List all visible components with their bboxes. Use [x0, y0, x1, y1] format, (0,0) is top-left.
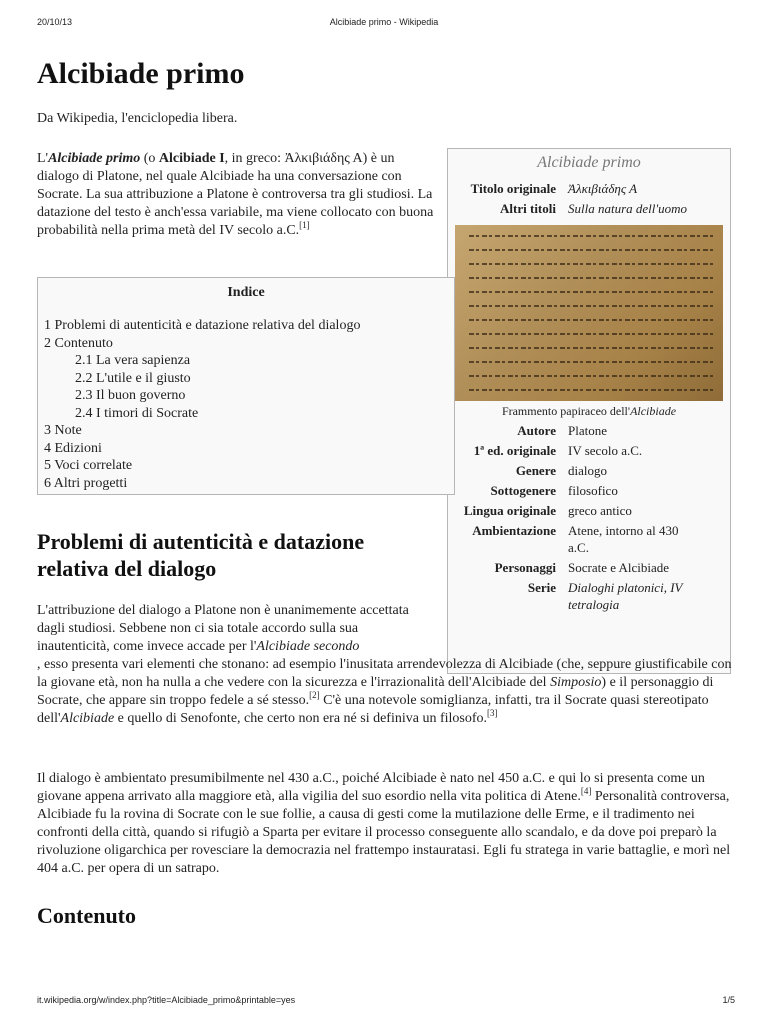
infobox-value[interactable]: greco antico — [568, 503, 632, 518]
paragraph-text: , esso presenta vari elementi che stonano: ad esempio l'inusitata arrendevolezza di Alcibiade (che, seppure giustificabile con la giovane età, non ha nulla a che vedere con la sicurezza e l'irrazionalità dell'Alcibiade del — [37, 657, 732, 690]
italic-link[interactable]: Alcibiade secondo — [256, 639, 360, 654]
infobox-row — [448, 482, 730, 499]
infobox-row — [448, 462, 730, 479]
papyrus-image[interactable] — [455, 225, 723, 401]
lead-title-bold: Alcibiade primo — [48, 151, 141, 166]
paragraph-text: C'è una notevole somiglianza, infatti, tra il Socrate quasi stereotipato dell' — [37, 693, 709, 726]
caption-text: Frammento papiraceo dell' — [501, 404, 631, 418]
infobox-label: Serie — [527, 580, 556, 595]
toc-item[interactable]: 3 Note — [44, 423, 82, 438]
infobox-label: Lingua originale — [463, 503, 556, 518]
infobox-row — [448, 559, 730, 576]
infobox-label: Titolo originale — [470, 181, 556, 196]
toc-item[interactable]: 2.3 Il buon governo — [75, 388, 186, 403]
infobox-value: IV secolo a.C. — [568, 443, 643, 458]
toc-item[interactable]: 4 Edizioni — [44, 440, 102, 456]
paragraph-text: Personalità controversa, Alcibiade fu la rovina di Socrate con le sue follie, a causa di gesti come la mutilazione delle Erme, e il tradimento nei confronti della città, quando si rifugiò a Sparta per evitare il processo conseguente allo scandalo, e da dove poi preparò la rivoluzione oligarchica per rovesciare la democrazia nel frattempo instauratasi. Egli fu stratega in varie battaglie, e morì nel 404 a.C. per opera di un satrapo. — [37, 789, 731, 876]
infobox-value: filosofico — [568, 483, 618, 498]
infobox-label: Genere — [515, 463, 556, 478]
paragraph-text — [37, 602, 427, 656]
caption-italic[interactable]: Alcibiade — [630, 404, 677, 418]
toc-item[interactable]: 2.2 L'utile e il giusto — [75, 370, 191, 386]
italic-link[interactable]: Alcibiade — [60, 711, 115, 726]
lead-text[interactable]: , in greco: Ἀλκιβιάδης Α) è un dialogo di Platone, nel quale Alcibiade ha una conversazione con Socrate. La sua attribuzione a Platone è controversa tra gli studiosi. La datazione del testo è anch'essa variabile, ma viene collocato con buona probabilità nella prima metà del IV secolo a.C. — [37, 151, 434, 238]
print-page-number: 1/5 — [722, 995, 735, 1005]
infobox-row — [448, 442, 730, 459]
infobox-label: Sottogenere — [490, 483, 556, 498]
toc-item[interactable]: 2.1 La vera sapienza — [75, 353, 191, 368]
toc-item[interactable]: 6 Altri progetti — [44, 475, 128, 491]
section-heading: Contenuto — [37, 903, 137, 928]
infobox — [447, 148, 731, 674]
footnote-ref[interactable]: [2] — [309, 690, 320, 700]
infobox-row — [448, 180, 730, 197]
infobox-value[interactable]: dialogo — [568, 463, 607, 478]
infobox-row — [448, 522, 730, 556]
image-caption — [448, 404, 730, 420]
infobox-value[interactable]: Atene, intorno al 430 a.C. — [568, 523, 679, 555]
table-of-contents — [37, 277, 455, 495]
lead-paragraph — [37, 150, 437, 240]
paragraph-text: L'attribuzione del dialogo a Platone non è unanimemente accettata dagli studiosi. Sebbene non ci sia totale accordo sulla sua inautenticità, come invece accade per l' — [37, 603, 409, 654]
infobox-label: Altri titoli — [500, 201, 556, 216]
print-page-title: Alcibiade primo - Wikipedia — [329, 17, 439, 27]
section-paragraph — [37, 770, 733, 878]
footnote-ref[interactable]: [3] — [487, 708, 498, 718]
toc-item[interactable]: 1 Problemi di autenticità e datazione relativa del dialogo — [44, 318, 361, 333]
infobox-title: Alcibiade primo — [537, 154, 641, 171]
toc-title: Indice — [227, 285, 265, 300]
italic-link[interactable]: Simposio — [550, 675, 602, 690]
infobox-value: Sulla natura dell'uomo — [568, 201, 688, 216]
toc-list — [38, 317, 454, 492]
paragraph-text: e quello di Senofonte, che certo non era né si definiva un filosofo. — [114, 711, 488, 726]
footnote-ref[interactable]: [1] — [299, 220, 310, 230]
infobox-label: Autore — [517, 423, 556, 438]
infobox-value[interactable]: Dialoghi platonici, IV tetralogia — [568, 580, 683, 612]
infobox-label: Ambientazione — [472, 523, 556, 538]
infobox-row — [448, 200, 730, 217]
print-url[interactable]: it.wikipedia.org/w/index.php?title=Alcibiade_primo&printable=yes — [37, 995, 296, 1005]
lead-text: L' — [37, 151, 49, 166]
infobox-value: Ἀλκιβιάδης Α — [568, 181, 638, 196]
infobox-row — [448, 422, 730, 439]
toc-item[interactable]: 2 Contenuto — [44, 335, 113, 351]
page-title: Alcibiade primo — [37, 57, 245, 90]
footnote-ref[interactable]: [4] — [580, 786, 592, 796]
lead-text: (o — [140, 151, 159, 166]
paragraph-text: ) e il personaggio di Socrate, che appare sin troppo fedele a sé stesso. — [37, 675, 714, 708]
toc-item[interactable]: 5 Voci correlate — [44, 458, 133, 473]
infobox-value[interactable]: Platone — [568, 423, 607, 438]
infobox-row — [448, 502, 730, 519]
section-paragraph — [37, 602, 733, 728]
paragraph-text: Il dialogo è ambientato presumibilmente nel 430 a.C., poiché Alcibiade è nato nel 450 a.C. e qui lo si presenta come un giovane appena arrivato alla maggiore età, alla vigilia del suo esordio nella vita politica di Atene. — [37, 771, 705, 804]
infobox-label: 1ª ed. originale — [473, 443, 556, 458]
infobox-label: Personaggi — [494, 560, 556, 575]
lead-alt-title-bold: Alcibiade I — [158, 151, 225, 166]
print-date: 20/10/13 — [37, 17, 73, 27]
article-content — [37, 54, 733, 928]
toc-item[interactable]: 2.4 I timori di Socrate — [75, 405, 199, 421]
infobox-value[interactable]: Socrate e Alcibiade — [568, 560, 670, 575]
tagline: Da Wikipedia, l'enciclopedia libera. — [37, 111, 238, 126]
section-heading: Problemi di autenticità e datazione relativa del dialogo — [37, 529, 365, 581]
